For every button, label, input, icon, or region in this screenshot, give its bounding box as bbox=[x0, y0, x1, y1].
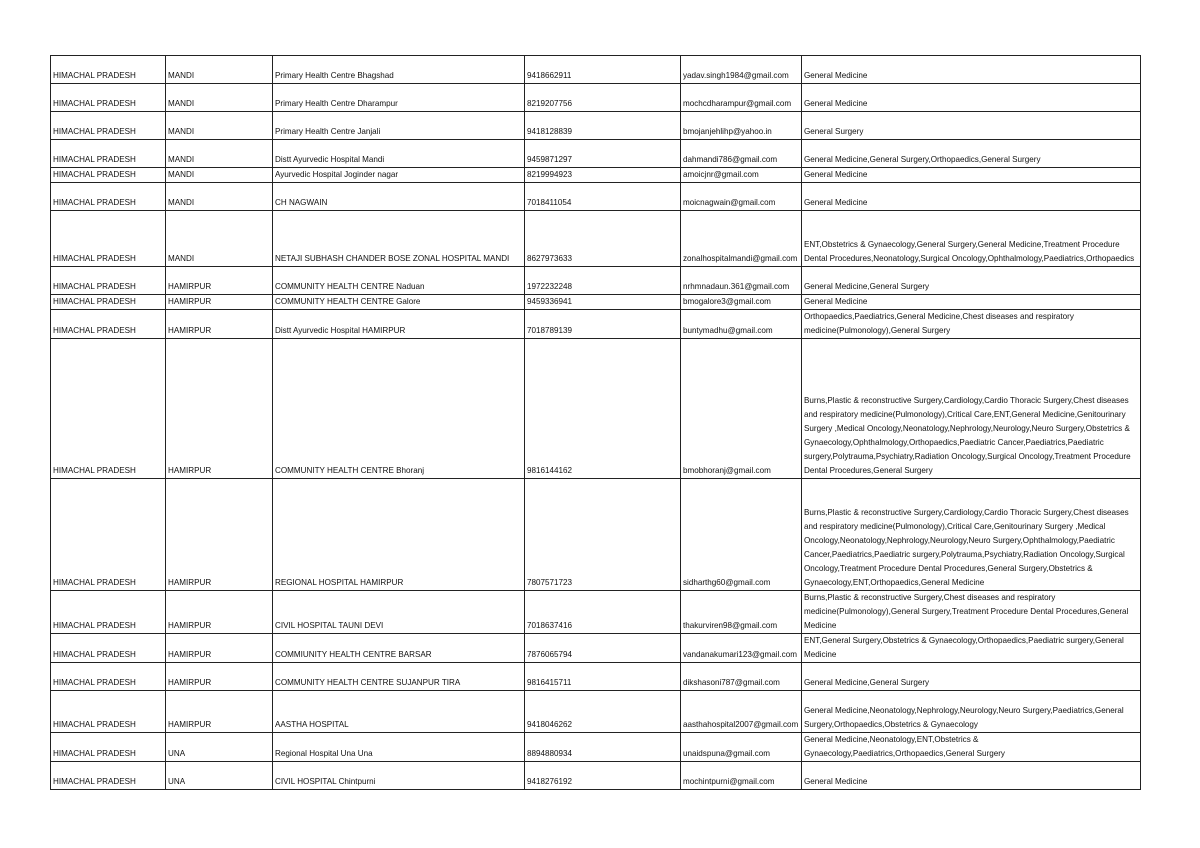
cell-email: dikshasoni787@gmail.com bbox=[681, 663, 802, 691]
cell-hospital: COMMUNITY HEALTH CENTRE Naduan bbox=[273, 267, 525, 295]
hospital-table bbox=[50, 55, 1141, 790]
cell-district: MANDI bbox=[166, 84, 273, 112]
cell-hospital: COMMIUNITY HEALTH CENTRE BARSAR bbox=[273, 634, 525, 663]
cell-state: HIMACHAL PRADESH bbox=[51, 112, 166, 140]
table-row bbox=[51, 591, 1141, 634]
cell-phone: 8219207756 bbox=[525, 84, 681, 112]
cell-phone: 9816415711 bbox=[525, 663, 681, 691]
cell-services: ENT,Obstetrics & Gynaecology,General Surgery,General Medicine,Treatment Procedure Dental Procedures,Neonatology,Surgical Oncology,Ophthalmology,Paediatrics,Orthopaedics bbox=[802, 211, 1141, 267]
cell-state: HIMACHAL PRADESH bbox=[51, 140, 166, 168]
cell-district: HAMIRPUR bbox=[166, 634, 273, 663]
cell-email: buntymadhu@gmail.com bbox=[681, 310, 802, 339]
table-row bbox=[51, 663, 1141, 691]
cell-hospital: Regional Hospital Una Una bbox=[273, 733, 525, 762]
cell-services: General Medicine,General Surgery,Orthopaedics,General Surgery bbox=[802, 140, 1141, 168]
cell-email: amoicjnr@gmail.com bbox=[681, 168, 802, 183]
cell-state: HIMACHAL PRADESH bbox=[51, 295, 166, 310]
cell-hospital: COMMUNITY HEALTH CENTRE SUJANPUR TIRA bbox=[273, 663, 525, 691]
cell-email: unaidspuna@gmail.com bbox=[681, 733, 802, 762]
cell-state: HIMACHAL PRADESH bbox=[51, 762, 166, 790]
cell-email: moicnagwain@gmail.com bbox=[681, 183, 802, 211]
cell-email: vandanakumari123@gmail.com bbox=[681, 634, 802, 663]
cell-phone: 9459336941 bbox=[525, 295, 681, 310]
cell-district: MANDI bbox=[166, 211, 273, 267]
cell-state: HIMACHAL PRADESH bbox=[51, 339, 166, 479]
cell-email: aasthahospital2007@gmail.com bbox=[681, 691, 802, 733]
cell-email: mochintpurni@gmail.com bbox=[681, 762, 802, 790]
cell-phone: 9459871297 bbox=[525, 140, 681, 168]
cell-hospital: COMMUNITY HEALTH CENTRE Galore bbox=[273, 295, 525, 310]
table-row bbox=[51, 112, 1141, 140]
cell-state: HIMACHAL PRADESH bbox=[51, 733, 166, 762]
cell-phone: 9418128839 bbox=[525, 112, 681, 140]
table-row bbox=[51, 267, 1141, 295]
cell-district: HAMIRPUR bbox=[166, 267, 273, 295]
cell-phone: 9816144162 bbox=[525, 339, 681, 479]
cell-email: zonalhospitalmandi@gmail.com bbox=[681, 211, 802, 267]
cell-phone: 9418276192 bbox=[525, 762, 681, 790]
cell-email: bmobhoranj@gmail.com bbox=[681, 339, 802, 479]
table-row bbox=[51, 691, 1141, 733]
cell-phone: 9418662911 bbox=[525, 56, 681, 84]
cell-email: nrhmnadaun.361@gmail.com bbox=[681, 267, 802, 295]
cell-district: HAMIRPUR bbox=[166, 295, 273, 310]
cell-email: bmojanjehlihp@yahoo.in bbox=[681, 112, 802, 140]
cell-services: General Medicine bbox=[802, 84, 1141, 112]
cell-district: MANDI bbox=[166, 56, 273, 84]
cell-services: General Medicine bbox=[802, 295, 1141, 310]
cell-email: dahmandi786@gmail.com bbox=[681, 140, 802, 168]
cell-services: General Medicine,General Surgery bbox=[802, 267, 1141, 295]
table-row bbox=[51, 339, 1141, 479]
table-row bbox=[51, 56, 1141, 84]
cell-hospital: CH NAGWAIN bbox=[273, 183, 525, 211]
cell-state: HIMACHAL PRADESH bbox=[51, 591, 166, 634]
cell-email: bmogalore3@gmail.com bbox=[681, 295, 802, 310]
cell-hospital: Ayurvedic Hospital Joginder nagar bbox=[273, 168, 525, 183]
cell-services: Burns,Plastic & reconstructive Surgery,Cardiology,Cardio Thoracic Surgery,Chest diseases and respiratory medicine(Pulmonology),Critical Care,ENT,General Medicine,Genitourinary Surgery ,Medical Oncology,Neonatology,Nephrology,Neurology,Neuro Surgery,Obstetrics & Gynaecology,Ophthalmology,Orthopaedics,Paediatric Cancer,Paediatrics,Paediatric surgery,Polytrauma,Psychiatry,Radiation Oncology,Surgical Oncology,Treatment Procedure Dental Procedures,General Surgery bbox=[802, 339, 1141, 479]
cell-district: MANDI bbox=[166, 140, 273, 168]
table-row bbox=[51, 140, 1141, 168]
table-row bbox=[51, 634, 1141, 663]
cell-services: Burns,Plastic & reconstructive Surgery,Cardiology,Cardio Thoracic Surgery,Chest diseases and respiratory medicine(Pulmonology),Critical Care,Genitourinary Surgery ,Medical Oncology,Neonatology,Nephrology,Neurology,Neuro Surgery,Ophthalmology,Paediatric Cancer,Paediatrics,Paediatric surgery,Polytrauma,Psychiatry,Radiation Oncology,Surgical Oncology,Treatment Procedure Dental Procedures,General Surgery,Obstetrics & Gynaecology,ENT,Orthopaedics,General Medicine bbox=[802, 479, 1141, 591]
cell-hospital: AASTHA HOSPITAL bbox=[273, 691, 525, 733]
cell-hospital: COMMUNITY HEALTH CENTRE Bhoranj bbox=[273, 339, 525, 479]
cell-services: General Surgery bbox=[802, 112, 1141, 140]
cell-email: sidharthg60@gmail.com bbox=[681, 479, 802, 591]
cell-phone: 8894880934 bbox=[525, 733, 681, 762]
cell-district: MANDI bbox=[166, 183, 273, 211]
cell-phone: 7018411054 bbox=[525, 183, 681, 211]
cell-hospital: Primary Health Centre Dharampur bbox=[273, 84, 525, 112]
cell-services: Burns,Plastic & reconstructive Surgery,Chest diseases and respiratory medicine(Pulmonology),General Surgery,Treatment Procedure Dental Procedures,General Medicine bbox=[802, 591, 1141, 634]
cell-phone: 7876065794 bbox=[525, 634, 681, 663]
cell-hospital: NETAJI SUBHASH CHANDER BOSE ZONAL HOSPITAL MANDI bbox=[273, 211, 525, 267]
cell-hospital: Distt Ayurvedic Hospital Mandi bbox=[273, 140, 525, 168]
cell-phone: 7018637416 bbox=[525, 591, 681, 634]
cell-state: HIMACHAL PRADESH bbox=[51, 211, 166, 267]
cell-district: UNA bbox=[166, 733, 273, 762]
cell-hospital: Primary Health Centre Janjali bbox=[273, 112, 525, 140]
cell-state: HIMACHAL PRADESH bbox=[51, 691, 166, 733]
cell-state: HIMACHAL PRADESH bbox=[51, 310, 166, 339]
cell-services: General Medicine,General Surgery bbox=[802, 663, 1141, 691]
cell-state: HIMACHAL PRADESH bbox=[51, 56, 166, 84]
cell-district: HAMIRPUR bbox=[166, 691, 273, 733]
cell-state: HIMACHAL PRADESH bbox=[51, 267, 166, 295]
table-row bbox=[51, 168, 1141, 183]
cell-services: ENT,General Surgery,Obstetrics & Gynaecology,Orthopaedics,Paediatric surgery,General Medicine bbox=[802, 634, 1141, 663]
cell-hospital: CIVIL HOSPITAL TAUNI DEVI bbox=[273, 591, 525, 634]
table-row bbox=[51, 211, 1141, 267]
cell-district: HAMIRPUR bbox=[166, 310, 273, 339]
cell-phone: 8219994923 bbox=[525, 168, 681, 183]
cell-email: thakurviren98@gmail.com bbox=[681, 591, 802, 634]
table-row bbox=[51, 310, 1141, 339]
table-row bbox=[51, 295, 1141, 310]
cell-services: Orthopaedics,Paediatrics,General Medicine,Chest diseases and respiratory medicine(Pulmonology),General Surgery bbox=[802, 310, 1141, 339]
cell-services: General Medicine bbox=[802, 762, 1141, 790]
cell-state: HIMACHAL PRADESH bbox=[51, 168, 166, 183]
cell-district: UNA bbox=[166, 762, 273, 790]
table-row bbox=[51, 84, 1141, 112]
table-row bbox=[51, 733, 1141, 762]
cell-district: HAMIRPUR bbox=[166, 339, 273, 479]
cell-state: HIMACHAL PRADESH bbox=[51, 663, 166, 691]
cell-hospital: CIVIL HOSPITAL Chintpurni bbox=[273, 762, 525, 790]
cell-state: HIMACHAL PRADESH bbox=[51, 84, 166, 112]
cell-state: HIMACHAL PRADESH bbox=[51, 634, 166, 663]
cell-email: mochcdharampur@gmail.com bbox=[681, 84, 802, 112]
cell-phone: 7807571723 bbox=[525, 479, 681, 591]
cell-email: yadav.singh1984@gmail.com bbox=[681, 56, 802, 84]
cell-phone: 7018789139 bbox=[525, 310, 681, 339]
cell-services: General Medicine bbox=[802, 168, 1141, 183]
cell-hospital: REGIONAL HOSPITAL HAMIRPUR bbox=[273, 479, 525, 591]
cell-district: MANDI bbox=[166, 168, 273, 183]
cell-services: General Medicine,Neonatology,Nephrology,Neurology,Neuro Surgery,Paediatrics,General Surgery,Orthopaedics,Obstetrics & Gynaecology bbox=[802, 691, 1141, 733]
cell-state: HIMACHAL PRADESH bbox=[51, 479, 166, 591]
table-row bbox=[51, 183, 1141, 211]
cell-phone: 1972232248 bbox=[525, 267, 681, 295]
cell-district: MANDI bbox=[166, 112, 273, 140]
cell-phone: 8627973633 bbox=[525, 211, 681, 267]
cell-services: General Medicine bbox=[802, 56, 1141, 84]
cell-district: HAMIRPUR bbox=[166, 663, 273, 691]
table-row bbox=[51, 479, 1141, 591]
cell-state: HIMACHAL PRADESH bbox=[51, 183, 166, 211]
table-row bbox=[51, 762, 1141, 790]
cell-services: General Medicine,Neonatology,ENT,Obstetrics & Gynaecology,Paediatrics,Orthopaedics,General Surgery bbox=[802, 733, 1141, 762]
cell-district: HAMIRPUR bbox=[166, 479, 273, 591]
cell-hospital: Primary Health Centre Bhagshad bbox=[273, 56, 525, 84]
cell-district: HAMIRPUR bbox=[166, 591, 273, 634]
cell-hospital: Distt Ayurvedic Hospital HAMIRPUR bbox=[273, 310, 525, 339]
cell-services: General Medicine bbox=[802, 183, 1141, 211]
cell-phone: 9418046262 bbox=[525, 691, 681, 733]
